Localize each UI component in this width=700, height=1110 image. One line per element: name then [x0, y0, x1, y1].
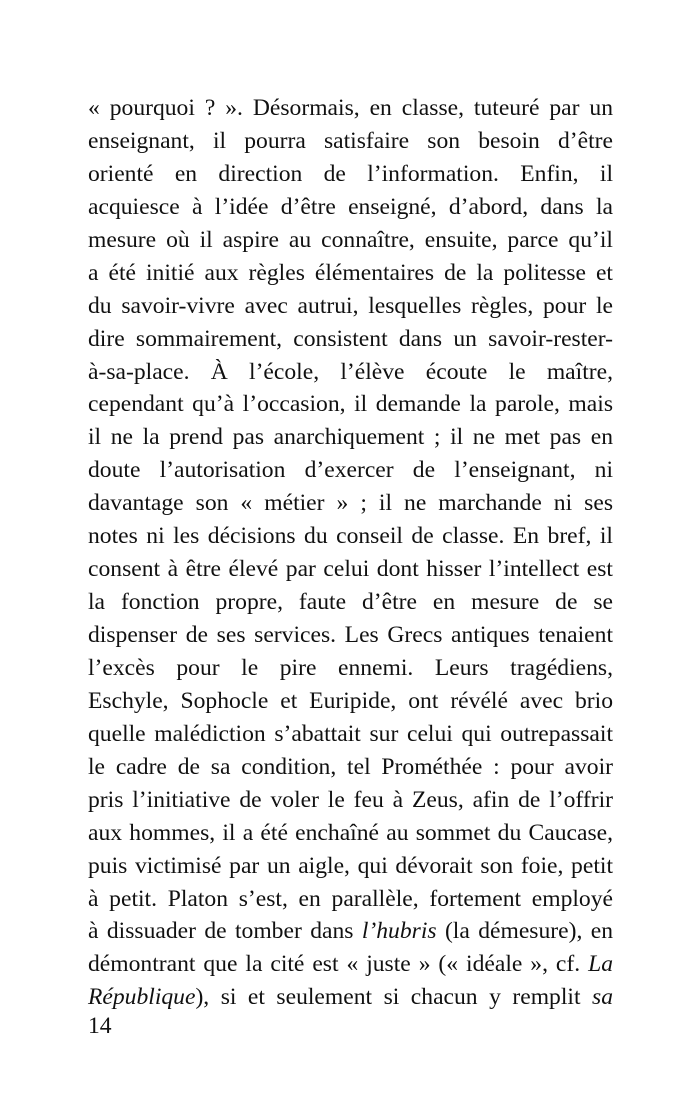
italic-title-la: La [588, 951, 613, 978]
text-run: démontrant que la cité est « juste » (« idéale », cf. [88, 951, 589, 978]
italic-term-hubris: l’hubris [361, 918, 437, 945]
text-run: à dissuader de tomber dans [88, 918, 362, 945]
text-line: le cadre de sa condition, tel Prométhée : pour avoir [88, 753, 613, 780]
text-line: pris l’initiative de voler le feu à Zeus, afin de l’offrir [88, 786, 613, 813]
italic-title-republique: République [88, 984, 196, 1011]
text-run: ), si et seulement si chacun y remplit [195, 984, 593, 1011]
text-line: enseignant, il pourra satisfaire son besoin d’être [88, 127, 613, 154]
text-line: à petit. Platon s’est, en parallèle, fortement employé [88, 885, 613, 912]
document-body [88, 92, 613, 1014]
text-line: à-sa-place. À l’école, l’élève écoute le maître, [88, 358, 613, 385]
text-line: dispenser de ses services. Les Grecs antiques tenaient [88, 622, 613, 648]
text-line: orienté en direction de l’information. Enfin, il [88, 160, 613, 187]
page-number: 14 [88, 1013, 112, 1039]
text-line: Eschyle, Sophocle et Euripide, ont révélé avec brio [88, 687, 613, 714]
text-line: puis victimisé par un aigle, qui dévorait son foie, petit [88, 852, 613, 879]
text-line: doute l’autorisation d’exercer de l’enseignant, ni [88, 457, 613, 484]
text-line [88, 948, 613, 981]
text-line: du savoir-vivre avec autrui, lesquelles règles, pour le [88, 292, 613, 319]
text-line: a été initié aux règles élémentaires de la politesse et [88, 259, 613, 286]
text-line: la fonction propre, faute d’être en mesure de se [88, 589, 613, 616]
text-line: dire sommairement, consistent dans un savoir-rester- [88, 325, 613, 352]
text-line: davantage son « métier » ; il ne marchande ni ses [88, 490, 613, 517]
text-line: l’excès pour le pire ennemi. Leurs tragédiens, [88, 654, 613, 681]
italic-word-sa: sa [592, 984, 613, 1011]
text-line [88, 915, 613, 948]
text-line: quelle malédiction s’abattait sur celui qui outrepassait [88, 720, 613, 747]
text-line: aux hommes, il a été enchaîné au sommet du Caucase, [88, 819, 613, 846]
text-line: mesure où il aspire au connaître, ensuite, parce qu’il [88, 226, 613, 253]
text-line [88, 981, 613, 1014]
text-line: notes ni les décisions du conseil de classe. En bref, il [88, 523, 613, 550]
text-run: (la démesure), en [436, 918, 614, 945]
text-line: acquiesce à l’idée d’être enseigné, d’abord, dans la [88, 193, 613, 220]
text-line: « pourquoi ? ». Désormais, en classe, tuteuré par un [88, 95, 613, 121]
text-line: cependant qu’à l’occasion, il demande la parole, mais [88, 391, 613, 418]
text-line: il ne la prend pas anarchiquement ; il ne met pas en [88, 424, 613, 451]
text-line: consent à être élevé par celui dont hisser l’intellect est [88, 556, 613, 583]
